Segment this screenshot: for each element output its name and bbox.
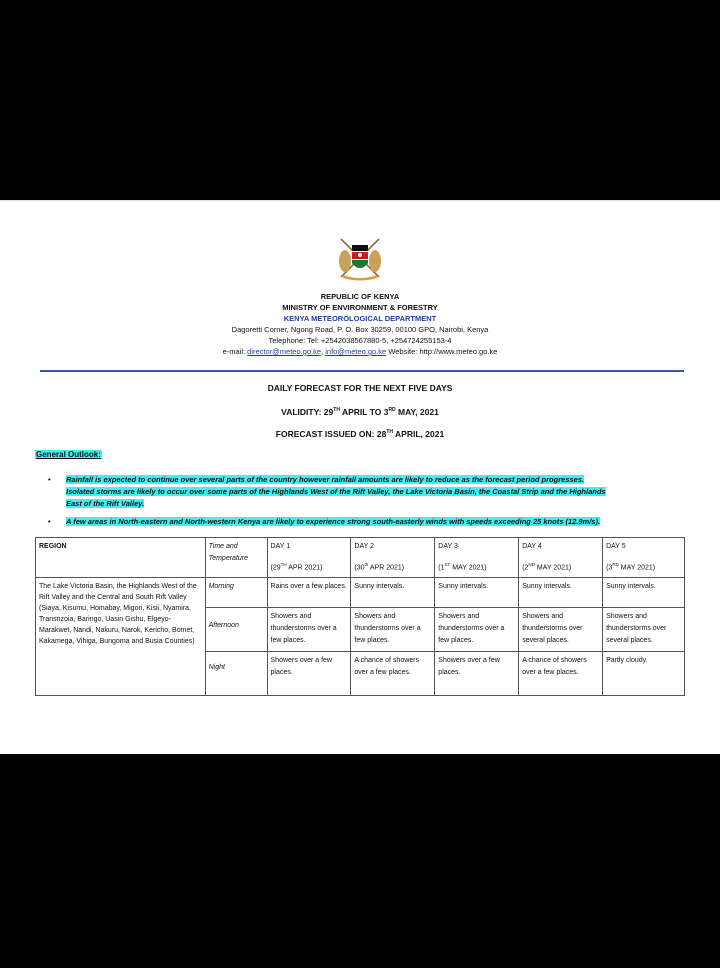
day-date: (1 [438,564,445,572]
day-date-sup: TH [280,562,287,567]
day-date-sup: ST [444,562,451,567]
document-page [0,200,720,754]
time-cell: Night [205,652,267,696]
day-label: DAY 2 [354,543,374,550]
table-header-row [36,538,685,578]
forecast-cell: Showers over a few places. [267,652,351,696]
republic-text: REPUBLIC OF KENYA [320,292,400,301]
day-date: MAY 2021) [534,564,572,572]
day-label: DAY 1 [270,543,291,550]
day-label: DAY 3 [438,543,458,550]
bullet-icon: • [48,475,51,484]
validity-text-a: VALIDITY: 29 [281,407,334,417]
day-header [435,538,519,578]
validity-sup-2: RD [388,407,396,414]
bullet2-text: A few areas in North-eastern and North-western Kenya are likely to experience strong south-easterly winds with speeds exceeding 25 knots (12.9m/s). [66,517,601,526]
bullet-icon: • [48,517,51,526]
forecast-cell: A chance of showers over a few places. [351,652,435,696]
forecast-cell: Showers over a few places. [435,652,519,696]
department-text: KENYA METEOROLOGICAL DEPARTMENT [283,314,437,323]
email-info-link[interactable]: info@meteo.go.ke [325,347,387,356]
forecast-table [35,537,685,696]
region-header: REGION [36,538,206,578]
issued-sup: TH [386,429,393,436]
time-cell: Morning [205,578,267,608]
day-header [603,538,685,578]
table-row [36,578,685,608]
bullet1-line2: Isolated storms are likely to occur over some parts of the Highlands West of the Rift Valley, the Lake Victoria Basin, the Coastal Strip and the Highlands [66,487,606,496]
forecast-cell: Showers and thunderstorms over several places. [519,608,603,652]
day-header [519,538,603,578]
bullet1-line1: Rainfall is expected to continue over several parts of the country however rainfall amounts are likely to reduce as the forecast period progresses. [66,475,585,484]
forecast-cell: Sunny intervals. [603,578,685,608]
address-text: Dagoretti Corner, Ngong Road, P. O. Box 30259, 00100 GPO, Nairobi, Kenya [231,325,489,334]
header-divider [40,370,684,372]
email-director-link[interactable]: director@meteo.go.ke [247,347,322,356]
main-title: DAILY FORECAST FOR THE NEXT FIVE DAYS [267,383,453,393]
validity-text-b: APRIL TO 3 [339,407,389,417]
issued-title [0,429,720,439]
ministry-text: MINISTRY OF ENVIRONMENT & FORESTRY [282,303,438,312]
website-text: Website: http://www.meteo.go.ke [386,347,498,356]
telephone-text: Telephone: Tel: +2542038567880-5, +254724255153-4 [268,336,452,345]
forecast-cell: Sunny intervals. [351,578,435,608]
issued-text-b: APRIL, 2021 [393,429,445,439]
day-date: (2 [522,564,529,572]
kenya-coat-of-arms-icon [335,237,385,281]
contact-line [0,346,720,357]
validity-sup-1: TH [333,407,340,414]
bullet1-line3: East of the Rift Valley. [66,499,145,508]
validity-title [0,407,720,417]
day-date: MAY 2021) [618,564,656,572]
day-date: (30 [354,564,365,572]
day-date: (3 [606,564,613,572]
forecast-cell: Showers and thunderstorms over a few places. [351,608,435,652]
forecast-cell: Showers and thunderstorms over a few places. [435,608,519,652]
region-cell: The Lake Victoria Basin, the Highlands West of the Rift Valley and the Central and South Rift Valley (Siaya, Kisumu, Homabay, Migori, Kisii, Nyamira, Transnzoia, Baringo, Uasin Gishu, Elgeyo-Marakwet, Nandi, Nakuru, Narok, Kericho, Bomet, Kakamega, Vihiga, Bungoma and Busia Counties) [36,578,206,696]
time-header: Time and Temperature [205,538,267,578]
day-date: APR 2021) [368,564,405,572]
time-cell: Afternoon [205,608,267,652]
email-label: e-mail: [222,347,248,356]
forecast-cell: A chance of showers over a few places. [519,652,603,696]
forecast-cell: Sunny intervals. [519,578,603,608]
day-date-sup: th [364,562,369,567]
forecast-cell: Showers and thunderstorms over a few places. [267,608,351,652]
forecast-cell: Partly cloudy. [603,652,685,696]
forecast-cell: Rains over a few places. [267,578,351,608]
day-header [267,538,351,578]
day-header [351,538,435,578]
forecast-cell: Showers and thunderstorms over several places. [603,608,685,652]
day-label: DAY 4 [522,543,542,550]
issued-text-a: FORECAST ISSUED ON: 28 [275,429,387,439]
day-date-sup: RD [612,562,619,567]
general-outlook-heading: General Outlook: [36,450,101,459]
email-separator: , [321,347,326,356]
day-label: DAY 5 [606,543,626,550]
day-date: (29 [270,564,281,572]
forecast-cell: Sunny intervals. [435,578,519,608]
day-date: MAY 2021) [450,564,487,572]
day-date: APR 2021) [286,564,323,572]
day-date-sup: ND [528,562,535,567]
validity-text-c: MAY, 2021 [395,407,439,417]
header-block [0,291,720,357]
